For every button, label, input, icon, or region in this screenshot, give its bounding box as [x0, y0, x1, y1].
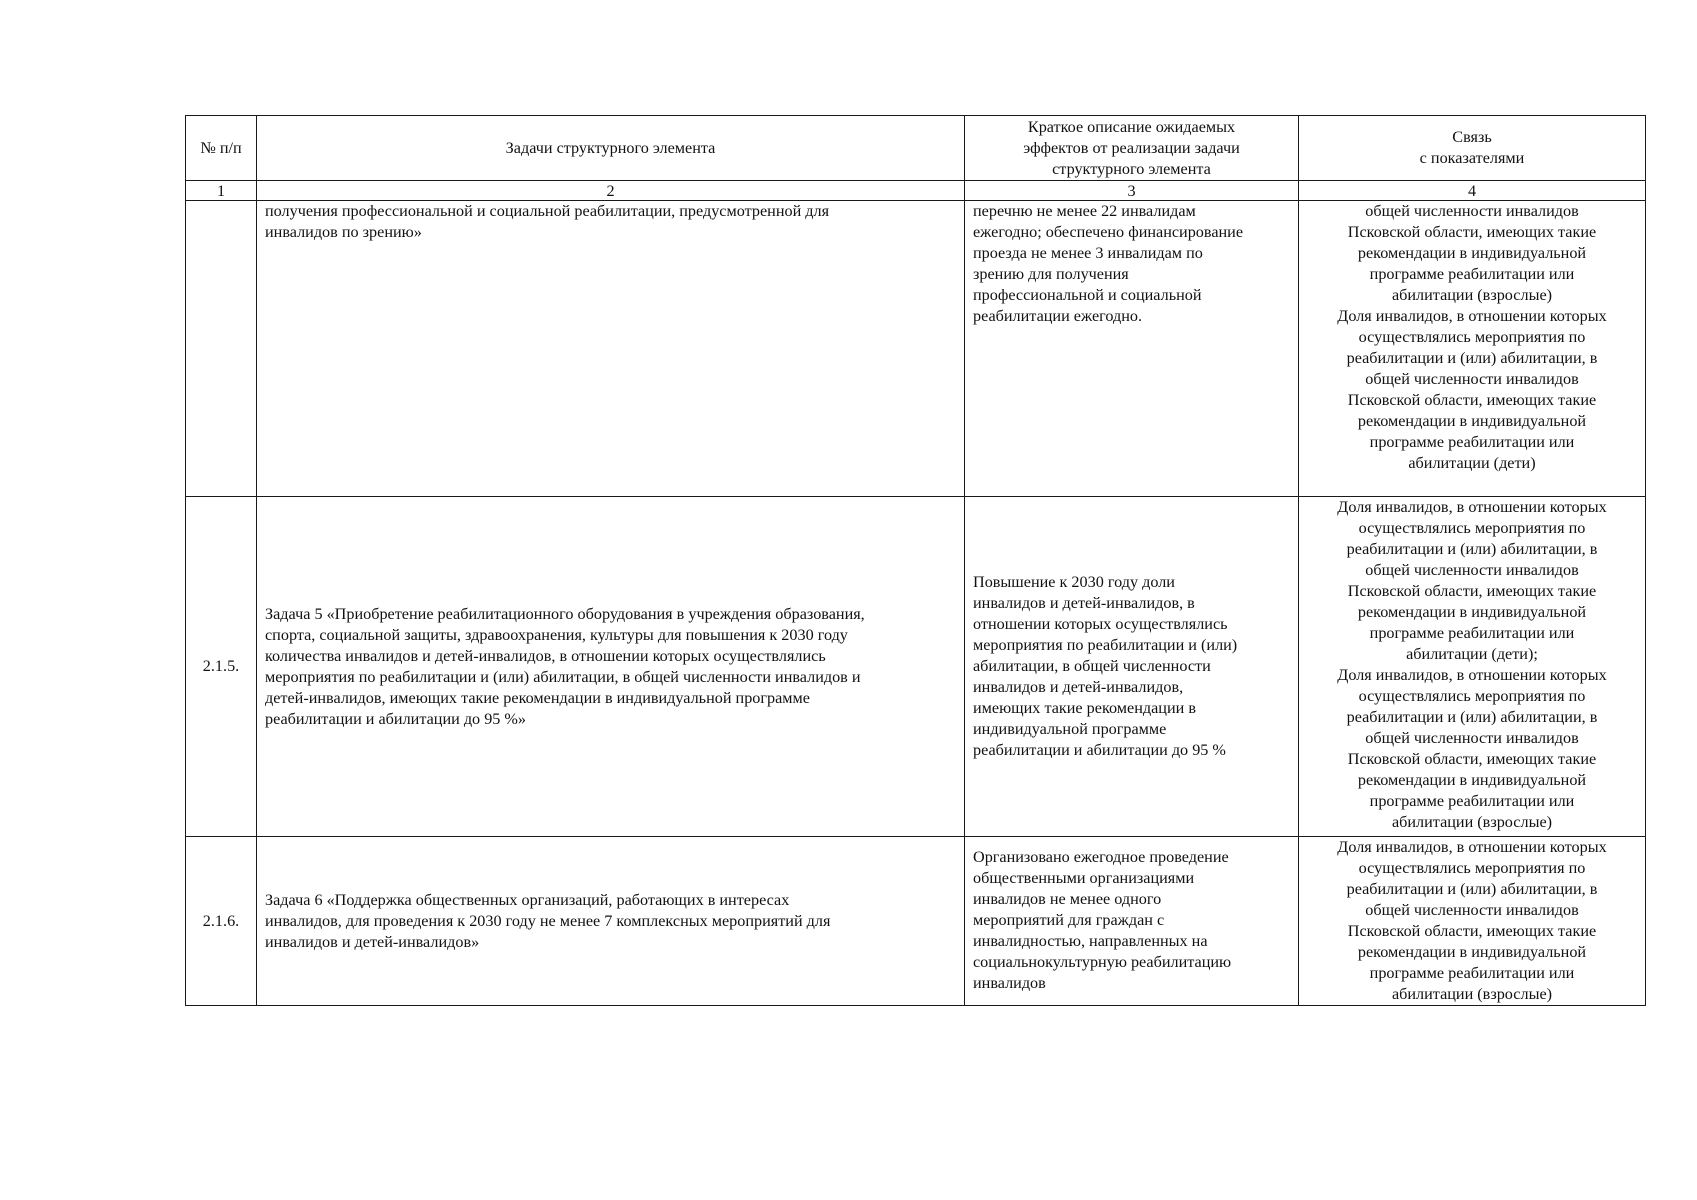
row-number: 2.1.5.	[186, 497, 257, 837]
header-task: Задачи структурного элемента	[257, 116, 965, 181]
header-link: Связь с показателями	[1299, 116, 1646, 181]
task-cell: Задача 6 «Поддержка общественных организаций, работающих в интересах инвалидов, для проведения к 2030 году не менее 7 комплексных мероприятий для инвалидов и детей-инвалидов»	[257, 837, 965, 1006]
task-cell: получения профессиональной и социальной реабилитации, предусмотренной для инвалидов по зрению»	[257, 201, 965, 497]
effect-cell: перечню не менее 22 инвалидам ежегодно; обеспечено финансирование проезда не менее 3 инвалидам по зрению для получения профессиональной и социальной реабилитации ежегодно.	[965, 201, 1299, 497]
column-number: 1	[186, 181, 257, 201]
header-num: № п/п	[186, 116, 257, 181]
column-number: 3	[965, 181, 1299, 201]
effect-cell: Повышение к 2030 году доли инвалидов и детей-инвалидов, в отношении которых осуществлялись мероприятия по реабилитации и (или) абилитации, в общей численности инвалидов и детей-инвалидов, имеющих такие рекомендации в индивидуальной программе реабилитации и абилитации до 95 %	[965, 497, 1299, 837]
table-row	[186, 497, 1646, 837]
row-number: 2.1.6.	[186, 837, 257, 1006]
indicator-link-cell: Доля инвалидов, в отношении которых осуществлялись мероприятия по реабилитации и (или) абилитации, в общей численности инвалидов Псковской области, имеющих такие рекомендации в индивидуальной программе реабилитации или абилитации (взрослые)	[1299, 837, 1646, 1006]
table-header-row	[186, 116, 1646, 181]
column-number: 4	[1299, 181, 1646, 201]
header-effect: Краткое описание ожидаемых эффектов от реализации задачи структурного элемента	[965, 116, 1299, 181]
column-number-row	[186, 181, 1646, 201]
column-number: 2	[257, 181, 965, 201]
indicator-link-cell: общей численности инвалидов Псковской области, имеющих такие рекомендации в индивидуальной программе реабилитации или абилитации (взрослые) Доля инвалидов, в отношении которых осуществлялись мероприятия по реабилитации и (или) абилитации, в общей численности инвалидов Псковской области, имеющих такие рекомендации в индивидуальной программе реабилитации или абилитации (дети)	[1299, 201, 1646, 497]
effect-cell: Организовано ежегодное проведение общественными организациями инвалидов не менее одного мероприятий для граждан с инвалидностью, направленных на социальнокультурную реабилитацию инвалидов	[965, 837, 1299, 1006]
task-cell: Задача 5 «Приобретение реабилитационного оборудования в учреждения образования, спорта, социальной защиты, здравоохранения, культуры для повышения к 2030 году количества инвалидов и детей-инвалидов, в отношении которых осуществлялись мероприятия по реабилитации и (или) абилитации, в общей численности инвалидов и детей-инвалидов, имеющих такие рекомендации в индивидуальной программе реабилитации и абилитации до 95 %»	[257, 497, 965, 837]
row-number	[186, 201, 257, 497]
table-row	[186, 837, 1646, 1006]
table-row	[186, 201, 1646, 497]
indicator-link-cell: Доля инвалидов, в отношении которых осуществлялись мероприятия по реабилитации и (или) абилитации, в общей численности инвалидов Псковской области, имеющих такие рекомендации в индивидуальной программе реабилитации или абилитации (дети); Доля инвалидов, в отношении которых осуществлялись мероприятия по реабилитации и (или) абилитации, в общей численности инвалидов Псковской области, имеющих такие рекомендации в индивидуальной программе реабилитации или абилитации (взрослые)	[1299, 497, 1646, 837]
structural-element-tasks-table	[185, 115, 1646, 1006]
